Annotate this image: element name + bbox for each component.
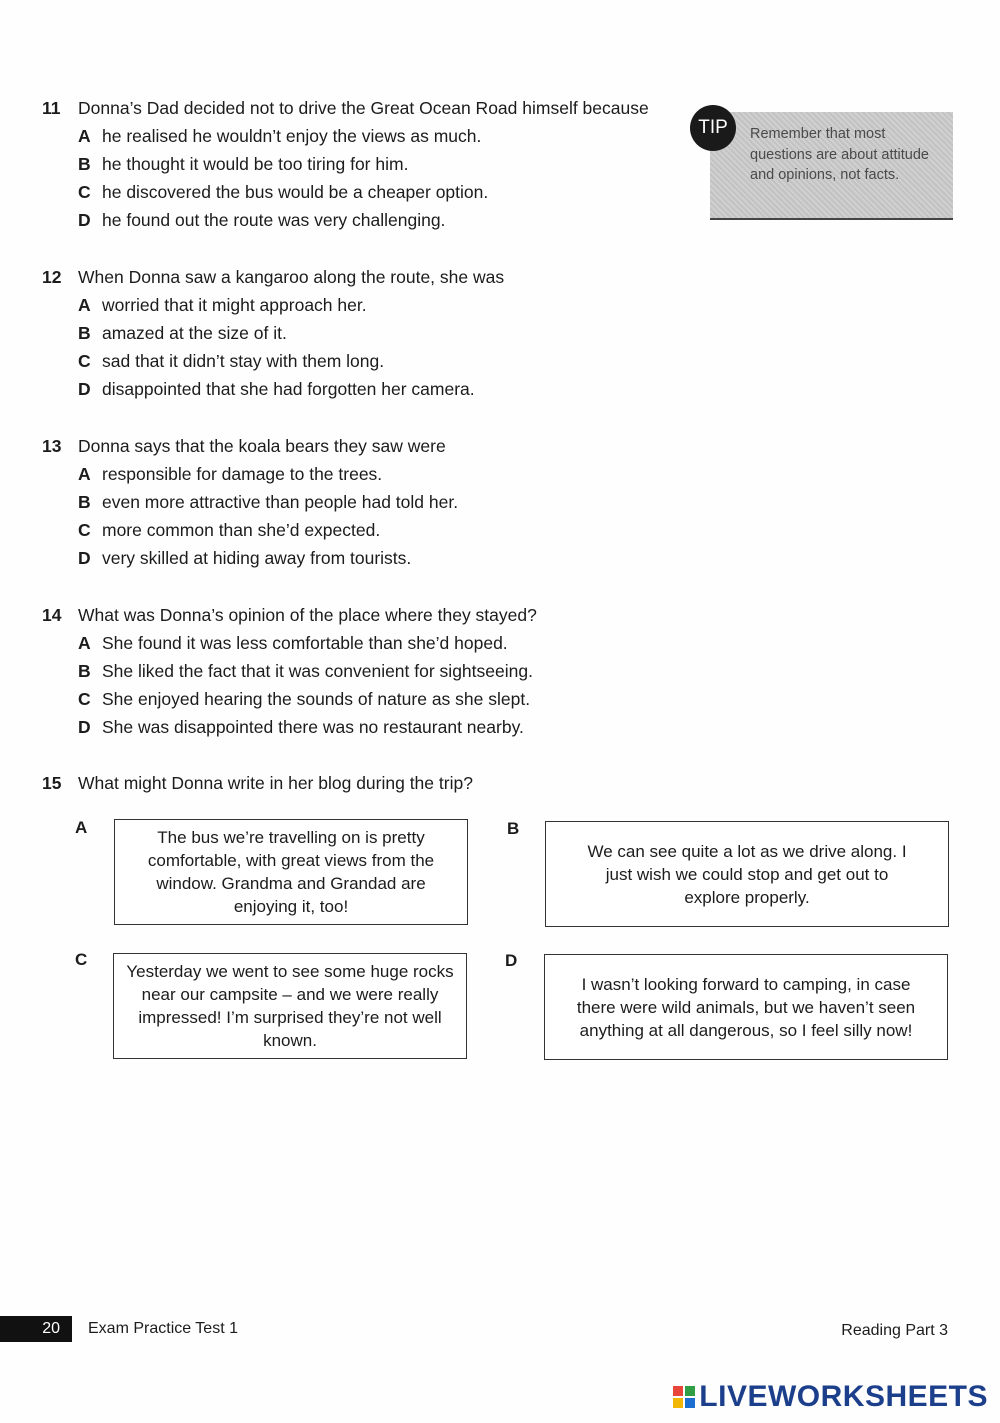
option-letter: A — [78, 633, 91, 653]
blog-option-letter-d: D — [505, 951, 518, 970]
option-letter: D — [78, 379, 91, 399]
tip-badge: TIP — [690, 105, 736, 151]
option-text: sad that it didn’t stay with them long. — [102, 351, 385, 371]
option-d[interactable] — [78, 548, 411, 569]
option-text: responsible for damage to the trees. — [102, 464, 383, 484]
option-letter: B — [78, 492, 91, 512]
question-number: 12 — [42, 267, 62, 287]
footer-section: Reading Part 3 — [841, 1322, 948, 1339]
option-text: disappointed that she had forgotten her camera. — [102, 379, 475, 399]
question-stem: What might Donna write in her blog during the trip? — [78, 773, 473, 793]
question-number: 15 — [42, 773, 62, 793]
option-text: he discovered the bus would be a cheaper option. — [102, 182, 489, 202]
option-d[interactable] — [78, 379, 475, 400]
question-stem: When Donna saw a kangaroo along the route, she was — [78, 267, 505, 287]
option-letter: C — [78, 520, 91, 540]
blog-option-letter-a: A — [75, 818, 88, 837]
page-number: 20 — [0, 1316, 72, 1342]
option-text: even more attractive than people had told her. — [102, 492, 459, 512]
brand-name: LIVEWORKSHEETS — [699, 1380, 988, 1413]
option-letter: B — [78, 661, 91, 681]
option-text: very skilled at hiding away from tourists. — [102, 548, 412, 568]
blog-option-text: We can see quite a lot as we drive along. I just wish we could stop and get out to explore properly. — [587, 841, 907, 907]
blog-option-text: Yesterday we went to see some huge rocks near our campsite – and we were really impressed! I’m surprised they’re not well known. — [126, 962, 454, 1050]
option-b[interactable] — [78, 154, 408, 175]
option-text: he found out the route was very challenging. — [102, 210, 446, 230]
option-text: She enjoyed hearing the sounds of nature as she slept. — [102, 689, 531, 709]
blog-option-letter-c: C — [75, 950, 88, 969]
option-text: more common than she’d expected. — [102, 520, 381, 540]
option-text: amazed at the size of it. — [102, 323, 287, 343]
option-text: worried that it might approach her. — [102, 295, 367, 315]
option-d[interactable] — [78, 717, 524, 738]
blog-option-a[interactable] — [114, 819, 468, 925]
option-b[interactable] — [78, 323, 287, 344]
option-letter: D — [78, 548, 91, 568]
question-number: 13 — [42, 436, 62, 456]
question-number: 11 — [42, 98, 61, 118]
option-d[interactable] — [78, 210, 445, 231]
option-c[interactable] — [78, 182, 488, 203]
option-letter: A — [78, 295, 91, 315]
blog-option-d[interactable] — [544, 954, 948, 1060]
option-letter: C — [78, 182, 91, 202]
question-stem: Donna says that the koala bears they saw were — [78, 436, 446, 456]
liveworksheets-logo-icon — [673, 1386, 695, 1408]
liveworksheets-brand[interactable] — [673, 1380, 988, 1414]
option-a[interactable] — [78, 633, 508, 654]
option-text: he realised he wouldn’t enjoy the views as much. — [102, 126, 482, 146]
option-letter: D — [78, 717, 91, 737]
footer-test-title: Exam Practice Test 1 — [88, 1320, 238, 1337]
tip-box — [710, 112, 953, 220]
option-text: he thought it would be too tiring for him. — [102, 154, 409, 174]
option-a[interactable] — [78, 126, 481, 147]
option-c[interactable] — [78, 351, 384, 372]
option-letter: A — [78, 126, 91, 146]
option-letter: C — [78, 351, 91, 371]
option-letter: B — [78, 154, 91, 174]
option-c[interactable] — [78, 689, 530, 710]
option-letter: B — [78, 323, 91, 343]
option-b[interactable] — [78, 492, 458, 513]
option-c[interactable] — [78, 520, 380, 541]
option-letter: C — [78, 689, 91, 709]
blog-option-text: I wasn’t looking forward to camping, in case there were wild animals, but we haven’t seen anything at all dangerous, so I feel silly now! — [576, 974, 916, 1040]
blog-option-letter-b: B — [507, 819, 520, 838]
question-stem: Donna’s Dad decided not to drive the Great Ocean Road himself because — [78, 98, 649, 118]
question-number: 14 — [42, 605, 62, 625]
option-letter: A — [78, 464, 91, 484]
tip-text: Remember that most questions are about attitude and opinions, not facts. — [750, 126, 929, 183]
question-stem: What was Donna’s opinion of the place where they stayed? — [78, 605, 537, 625]
option-text: She was disappointed there was no restaurant nearby. — [102, 717, 524, 737]
blog-option-c[interactable] — [113, 953, 467, 1059]
option-b[interactable] — [78, 661, 533, 682]
blog-option-text: The bus we’re travelling on is pretty comfortable, with great views from the window. Grandma and Grandad are enjoying it, too! — [147, 828, 435, 916]
option-a[interactable] — [78, 464, 382, 485]
option-letter: D — [78, 210, 91, 230]
option-text: She liked the fact that it was convenient for sightseeing. — [102, 661, 533, 681]
blog-option-b[interactable] — [545, 821, 949, 927]
option-a[interactable] — [78, 295, 367, 316]
option-text: She found it was less comfortable than she’d hoped. — [102, 633, 508, 653]
